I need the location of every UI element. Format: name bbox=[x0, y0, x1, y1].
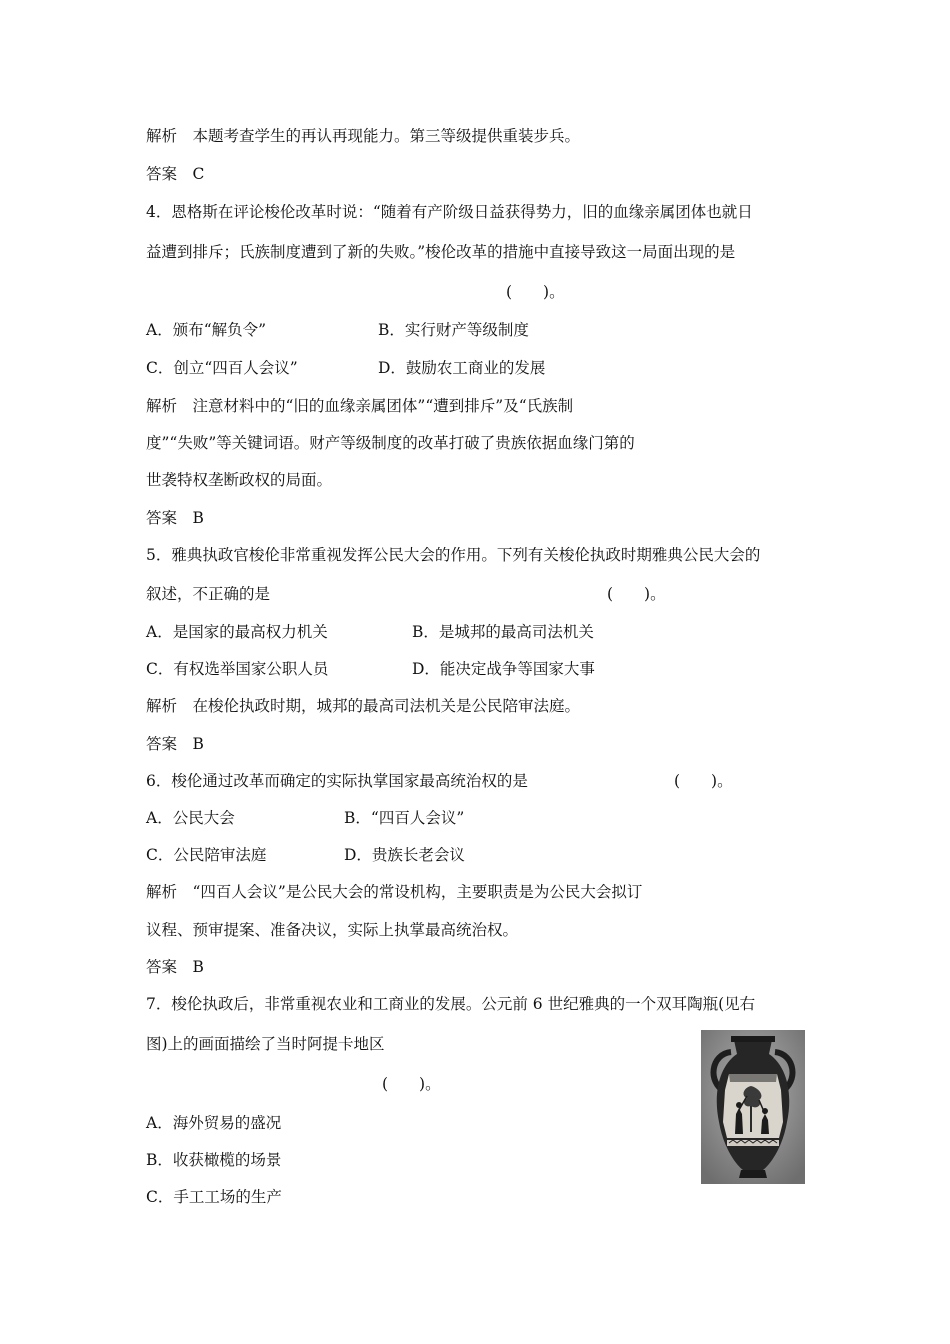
q5-option-d: D．能决定战争等国家大事 bbox=[412, 660, 595, 678]
q6paren: ( )。 bbox=[674, 772, 733, 790]
q4-option-d: D．鼓励农工商业的发展 bbox=[378, 359, 546, 377]
q4x2: 度”“失败”等关键词语。财产等级制度的改革打破了贵族依据血缘门第的 bbox=[146, 434, 635, 452]
q6x2: 议程、预审提案、准备决议，实际上执掌最高统治权。 bbox=[146, 921, 519, 939]
q4ans: 答案 B bbox=[146, 509, 204, 527]
q7-option-a: A．海外贸易的盛况 bbox=[146, 1114, 282, 1132]
q7b: 图)上的画面描绘了当时阿提卡地区 bbox=[146, 1035, 385, 1053]
q7-option-c: C．手工工场的生产 bbox=[146, 1188, 282, 1206]
q5a: 5．雅典执政官梭伦非常重视发挥公民大会的作用。下列有关梭伦执政时期雅典公民大会的 bbox=[146, 546, 761, 564]
l2: 答案 C bbox=[146, 165, 205, 183]
q7-option-b: B．收获橄榄的场景 bbox=[146, 1151, 282, 1169]
q6a: 6．梭伦通过改革而确定的实际执掌国家最高统治权的是 bbox=[146, 772, 528, 790]
q5x: 解析 在梭伦执政时期，城邦的最高司法机关是公民陪审法庭。 bbox=[146, 697, 581, 715]
q6ans: 答案 B bbox=[146, 958, 204, 976]
q4-option-c: C．创立“四百人会议” bbox=[146, 359, 298, 377]
q4-option-a: A．颁布“解负令” bbox=[146, 321, 267, 339]
q7a: 7．梭伦执政后，非常重视农业和工商业的发展。公元前 6 世纪雅典的一个双耳陶瓶(见右 bbox=[146, 995, 756, 1013]
q6-option-a: A．公民大会 bbox=[146, 809, 235, 827]
q5b: 叙述，不正确的是 bbox=[146, 585, 271, 603]
q4x1: 解析 注意材料中的“旧的血缘亲属团体”“遭到排斥”及“氏族制 bbox=[146, 397, 574, 415]
q4b: 益遭到排斥；氏族制度遭到了新的失败。”梭伦改革的措施中直接导致这一局面出现的是 bbox=[146, 243, 736, 261]
q6-option-c: C．公民陪审法庭 bbox=[146, 846, 267, 864]
q5paren: ( )。 bbox=[607, 585, 666, 603]
q4paren: ( )。 bbox=[506, 283, 565, 301]
q5-option-b: B．是城邦的最高司法机关 bbox=[412, 623, 594, 641]
q6-option-d: D．贵族长老会议 bbox=[344, 846, 465, 864]
amphora-image bbox=[701, 1030, 805, 1184]
amphora-illustration bbox=[701, 1030, 805, 1184]
q6-option-b: B．“四百人会议” bbox=[344, 809, 465, 827]
l1: 解析 本题考查学生的再认再现能力。第三等级提供重装步兵。 bbox=[146, 127, 581, 145]
q4x3: 世袭特权垄断政权的局面。 bbox=[146, 471, 333, 489]
q4-option-b: B．实行财产等级制度 bbox=[378, 321, 529, 339]
q7paren: ( )。 bbox=[382, 1075, 441, 1093]
q4a: 4．恩格斯在评论梭伦改革时说：“随着有产阶级日益获得势力，旧的血缘亲属团体也就日 bbox=[146, 203, 753, 221]
q5ans: 答案 B bbox=[146, 735, 204, 753]
q6x1: 解析 “四百人会议”是公民大会的常设机构，主要职责是为公民大会拟订 bbox=[146, 883, 643, 901]
q5-option-c: C．有权选举国家公职人员 bbox=[146, 660, 329, 678]
q5-option-a: A．是国家的最高权力机关 bbox=[146, 623, 328, 641]
